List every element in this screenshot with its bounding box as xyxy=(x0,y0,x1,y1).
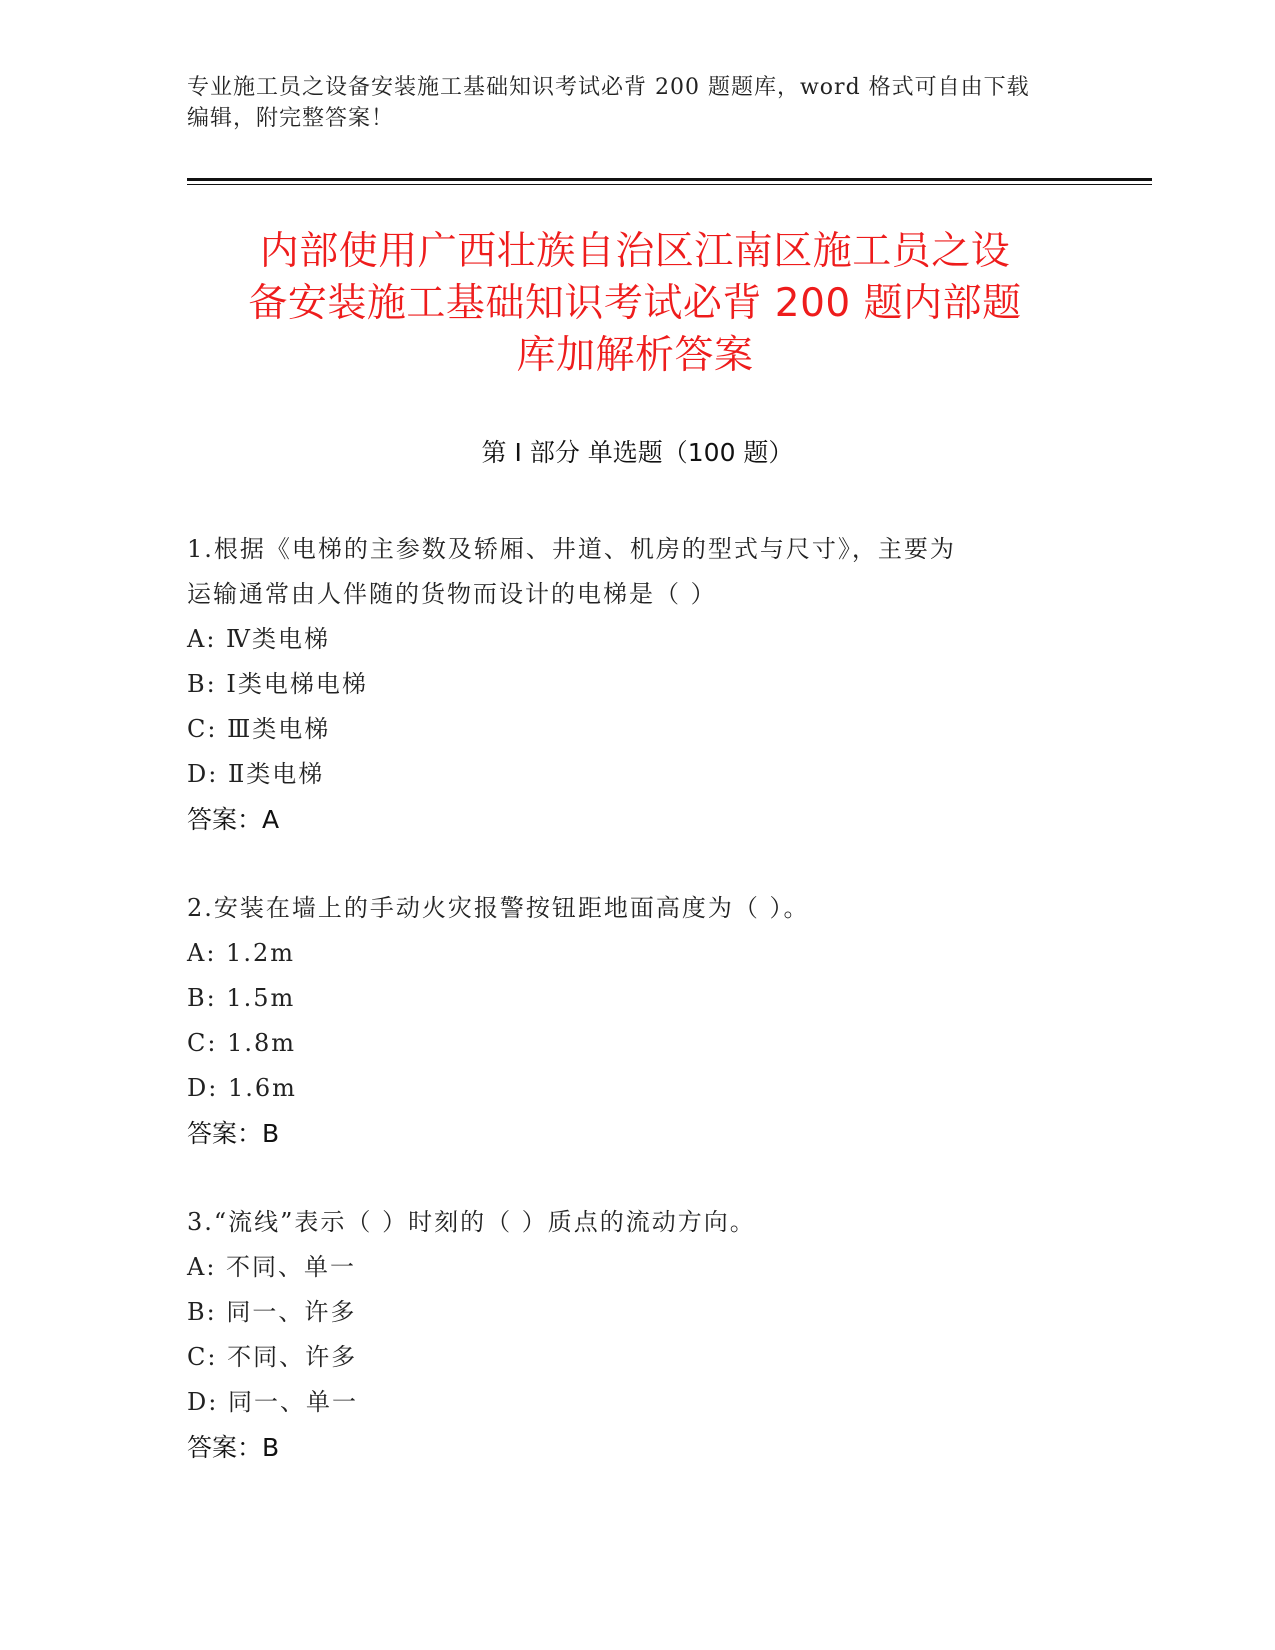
question-list xyxy=(187,527,1087,1514)
section-heading: 第 I 部分 单选题（100 题） xyxy=(481,438,794,467)
question-stem-line: 1.根据《电梯的主参数及轿厢、井道、机房的型式与尺寸》，主要为 xyxy=(187,535,956,563)
question-3 xyxy=(187,1200,1087,1470)
answer-line: 答案：A xyxy=(187,805,280,834)
question-1 xyxy=(187,527,1087,842)
option-a: A: 不同、单一 xyxy=(187,1253,357,1281)
option-d: D: 同一、单一 xyxy=(187,1388,358,1416)
header-note-line-1: 专业施工员之设备安装施工基础知识考试必背 200 题题库，word 格式可自由下载 xyxy=(187,75,1030,100)
option-c: C: Ⅲ类电梯 xyxy=(187,715,331,743)
option-b: B: 同一、许多 xyxy=(187,1298,357,1326)
option-a: A: Ⅳ类电梯 xyxy=(187,625,331,653)
answer-line: 答案：B xyxy=(187,1433,280,1462)
option-b: B: 1.5m xyxy=(187,984,296,1012)
document-header-note xyxy=(187,72,1087,134)
option-a: A: 1.2m xyxy=(187,939,295,967)
title-line-2: 备安装施工基础知识考试必背 200 题内部题 xyxy=(248,281,1022,326)
option-b: B: Ⅰ类电梯电梯 xyxy=(187,670,368,698)
option-c: C: 1.8m xyxy=(187,1029,297,1057)
option-d: D: Ⅱ类电梯 xyxy=(187,760,325,788)
option-d: D: 1.6m xyxy=(187,1074,297,1102)
header-note-line-2: 编辑，附完整答案！ xyxy=(187,106,395,131)
title-line-1: 内部使用广西壮族自治区江南区施工员之设 xyxy=(259,229,1011,274)
question-stem-line: 3.“流线”表示（ ）时刻的（ ）质点的流动方向。 xyxy=(187,1208,756,1236)
option-c: C: 不同、许多 xyxy=(187,1343,358,1371)
question-stem-line: 2.安装在墙上的手动火灾报警按钮距地面高度为（ ）。 xyxy=(187,894,810,922)
title-line-3: 库加解析答案 xyxy=(516,333,754,378)
header-divider-thin xyxy=(187,184,1152,185)
question-stem-line: 运输通常由人伴随的货物而设计的电梯是（ ） xyxy=(187,580,717,608)
answer-line: 答案：B xyxy=(187,1119,280,1148)
question-2 xyxy=(187,886,1087,1156)
header-divider-thick xyxy=(187,178,1152,181)
document-title xyxy=(150,226,1120,382)
